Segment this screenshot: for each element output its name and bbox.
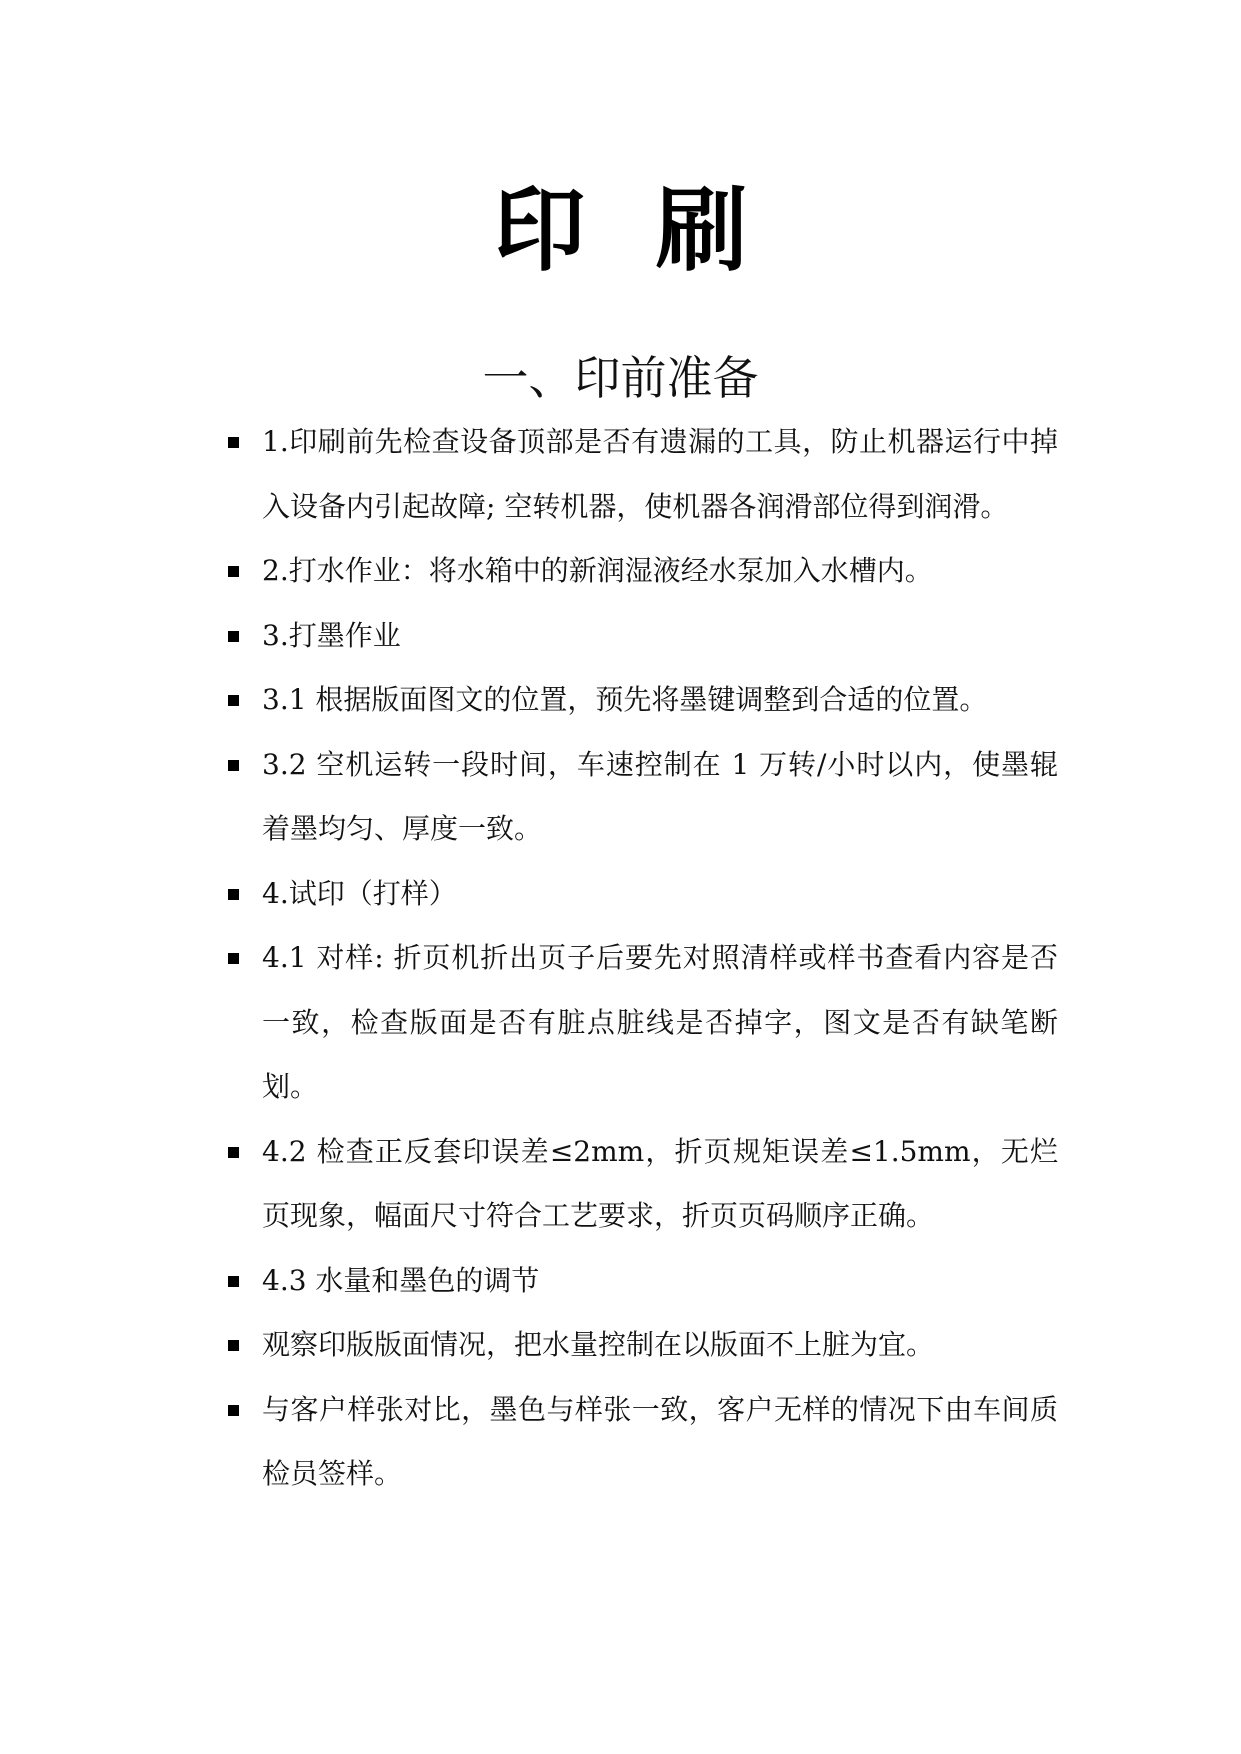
list-item: [228, 668, 1058, 733]
list-item: [228, 862, 1058, 927]
list-item-text: 观察印版版面情况，把水量控制在以版面不上脏为宜。: [262, 1328, 935, 1361]
list-item: [228, 1313, 1058, 1378]
list-item: [228, 604, 1058, 669]
square-bullet-icon: [228, 1405, 239, 1416]
list-item: [228, 1378, 1058, 1507]
square-bullet-icon: [228, 437, 239, 448]
list-item: [228, 1249, 1058, 1314]
list-item-text: 3.2 空机运转一段时间，车速控制在 1 万转/小时以内，使墨辊着墨均匀、厚度一致。: [262, 747, 1058, 845]
section-heading: 一、印前准备: [482, 351, 759, 405]
list-item-text: 4.2 检查正反套印误差≤2mm，折页规矩误差≤1.5mm，无烂页现象，幅面尺寸符合工艺要求，折页页码顺序正确。: [262, 1134, 1058, 1232]
square-bullet-icon: [228, 889, 239, 900]
list-item: [228, 539, 1058, 604]
list-item: [228, 926, 1058, 1120]
square-bullet-icon: [228, 566, 239, 577]
list-item-text: 1.印刷前先检查设备顶部是否有遗漏的工具，防止机器运行中掉入设备内引起故障; 空转机器，使机器各润滑部位得到润滑。: [262, 425, 1058, 523]
square-bullet-icon: [228, 1340, 239, 1351]
procedure-list: [228, 410, 1058, 1507]
square-bullet-icon: [228, 953, 239, 964]
square-bullet-icon: [228, 1276, 239, 1287]
list-item-text: 4.3 水量和墨色的调节: [262, 1263, 540, 1297]
square-bullet-icon: [228, 695, 239, 706]
list-item-text: 4.1 对样: 折页机折出页子后要先对照清样或样书查看内容是否一致，检查版面是否有脏点脏线是否掉字，图文是否有缺笔断划。: [262, 941, 1058, 1103]
list-item: [228, 410, 1058, 539]
square-bullet-icon: [228, 631, 239, 642]
list-item: [228, 733, 1058, 862]
list-item-text: 2.打水作业：将水箱中的新润湿液经水泵加入水槽内。: [262, 554, 933, 587]
list-item-text: 3.打墨作业: [262, 618, 401, 652]
square-bullet-icon: [228, 1147, 239, 1158]
list-item-text: 4.试印（打样）: [262, 876, 457, 910]
list-item-text: 与客户样张对比，墨色与样张一致，客户无样的情况下由车间质检员签样。: [262, 1392, 1058, 1490]
list-item: [228, 1120, 1058, 1249]
list-item-text: 3.1 根据版面图文的位置，预先将墨键调整到合适的位置。: [262, 683, 988, 716]
document-title: 印刷: [493, 176, 818, 284]
square-bullet-icon: [228, 760, 239, 771]
